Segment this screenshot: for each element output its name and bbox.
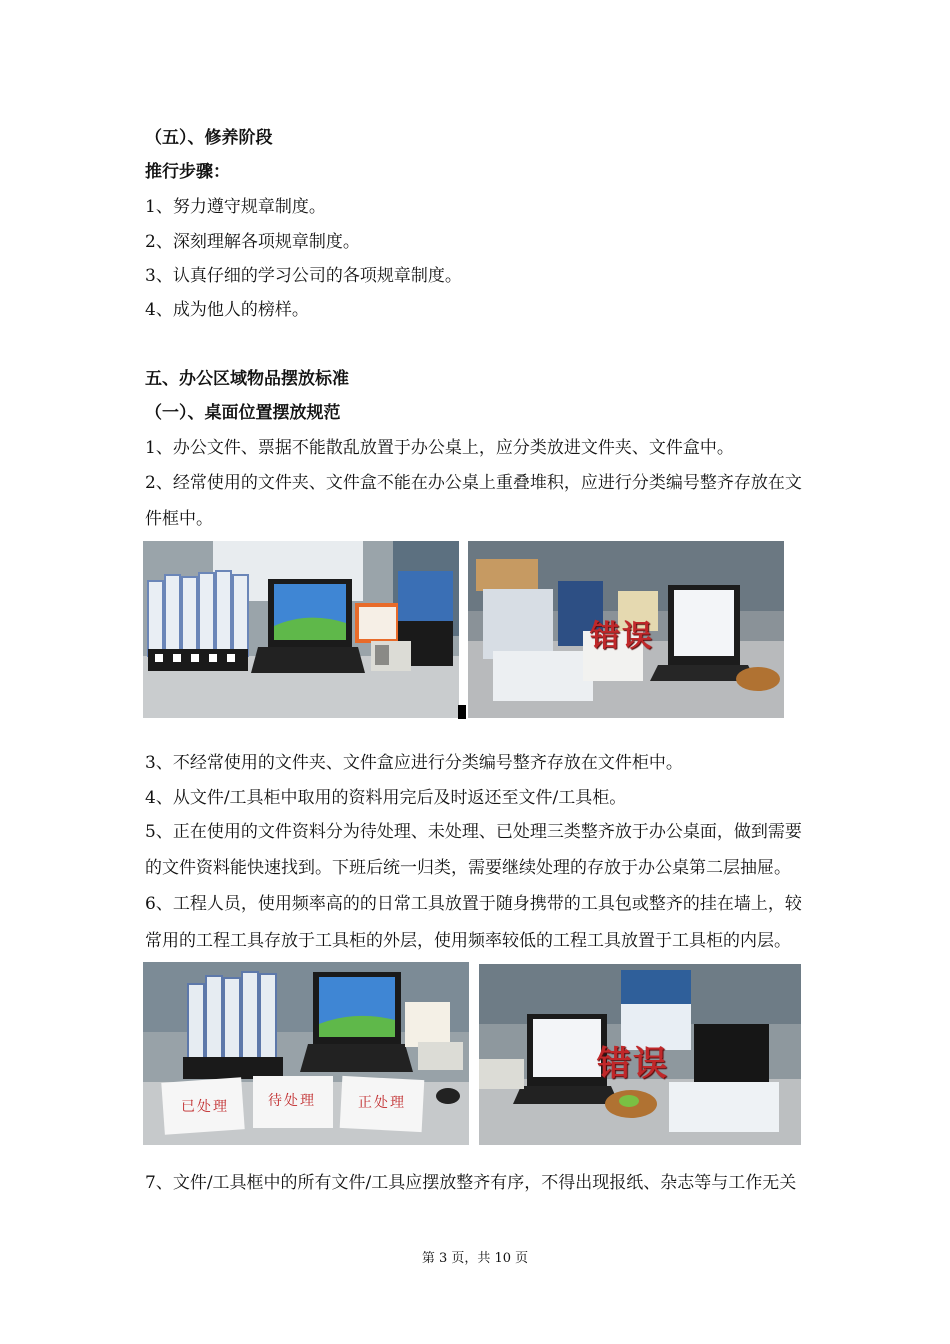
paragraph-2-line-1: 2、经常使用的文件夹、文件盒不能在办公桌上重叠堆积，应进行分类编号整齐存放在文 (145, 473, 802, 493)
error-watermark: 错误 (597, 1044, 669, 1084)
subsection-title: （一）、桌面位置摆放规范 (145, 403, 341, 423)
step-item: 3、认真仔细的学习公司的各项规章制度。 (145, 266, 462, 286)
paragraph-5-line-2: 的文件资料能快速找到。下班后统一归类，需要继续处理的存放于办公桌第二层抽屉。 (145, 858, 791, 878)
section-five-subheading: （五）、修养阶段 (145, 128, 273, 148)
photo-sorted-documents (143, 962, 469, 1145)
page-footer: 第 3 页，共 10 页 (421, 1251, 529, 1266)
paragraph-1: 1、办公文件、票据不能散乱放置于办公桌上，应分类放进文件夹、文件盒中。 (145, 438, 734, 458)
paragraph-7: 7、文件/工具框中的所有文件/工具应摆放整齐有序，不得出现报纸、杂志等与工作无关 (145, 1173, 797, 1193)
paragraph-6-line-1: 6、工程人员，使用频率高的的日常工具放置于随身携带的工具包或整齐的挂在墙上，较 (145, 894, 802, 914)
error-watermark: 错误 (590, 619, 654, 654)
paragraph-6-line-2: 常用的工程工具存放于工具柜的外层，使用频率较低的工程工具放置于工具柜的内层。 (145, 931, 791, 951)
divider-mark (458, 705, 466, 719)
paragraph-4: 4、从文件/工具柜中取用的资料用完后及时返还至文件/工具柜。 (145, 788, 627, 808)
photo-organized-desk (143, 541, 459, 718)
paragraph-2-line-2: 件框中。 (145, 509, 213, 529)
steps-heading: 推行步骤： (145, 162, 230, 182)
photo-messy-desk (468, 541, 784, 718)
tray-label: 待处理 (268, 1093, 316, 1109)
step-item: 2、深刻理解各项规章制度。 (145, 232, 360, 252)
paragraph-3: 3、不经常使用的文件夹、文件盒应进行分类编号整齐存放在文件柜中。 (145, 753, 683, 773)
section-title: 五、办公区域物品摆放标准 (145, 369, 349, 389)
step-item: 1、努力遵守规章制度。 (145, 197, 326, 217)
step-item: 4、成为他人的榜样。 (145, 300, 309, 320)
paragraph-5-line-1: 5、正在使用的文件资料分为待处理、未处理、已处理三类整齐放于办公桌面，做到需要 (145, 822, 802, 842)
tray-label: 正处理 (358, 1095, 406, 1111)
tray-label: 已处理 (181, 1099, 229, 1115)
photo-cluttered-desk (479, 964, 801, 1145)
